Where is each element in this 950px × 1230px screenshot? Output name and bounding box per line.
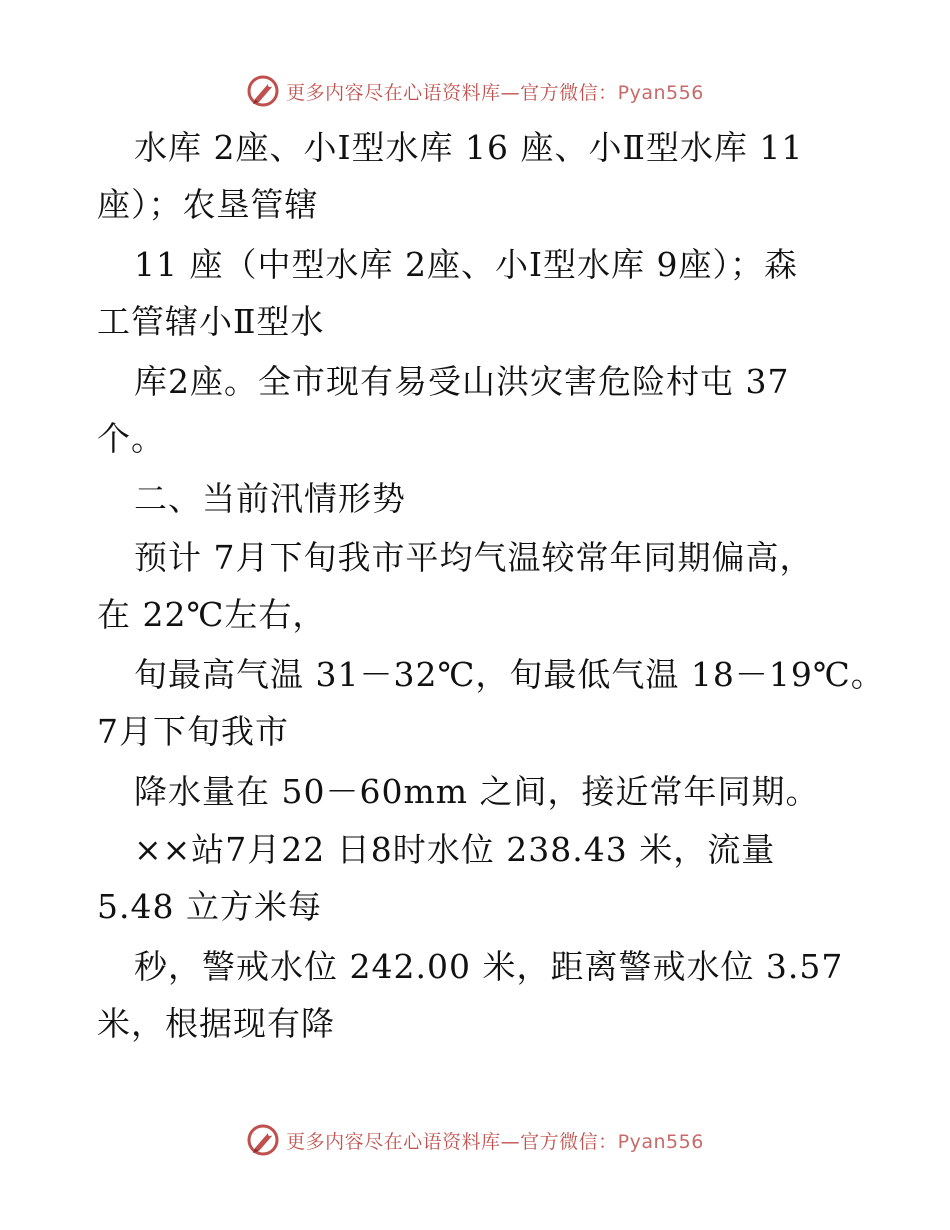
text-line: 7月下旬我市 <box>97 712 289 751</box>
text-line: 秒，警戒水位 242.00 米，距离警戒水位 3.57 <box>134 947 844 986</box>
text-line: 5.48 立方米每 <box>97 887 322 926</box>
text-line: 库2座。全市现有易受山洪灾害危险村屯 37 <box>134 362 790 401</box>
text-line: 座）；农垦管辖 <box>97 185 319 224</box>
text-line: 降水量在 50－60mm 之间，接近常年同期。 <box>134 772 820 811</box>
watermark-text <box>286 1127 704 1154</box>
text-line: 11 座（中型水库 2座、小Ⅰ型水库 9座）；森 <box>134 245 798 284</box>
watermark-id: Pyan556 <box>617 1130 704 1153</box>
watermark-label: 更多内容尽在心语资料库—官方微信： <box>286 1130 618 1153</box>
text-line: 米，根据现有降 <box>97 1004 335 1043</box>
watermark-id: Pyan556 <box>617 81 704 104</box>
text-line: ××站7月22 日8时水位 238.43 米，流量 <box>134 830 776 869</box>
text-line: 个。 <box>97 419 165 458</box>
section-heading: 二、当前汛情形势 <box>134 479 406 518</box>
watermark-label: 更多内容尽在心语资料库—官方微信： <box>286 81 618 104</box>
watermark-text <box>286 78 704 105</box>
pen-logo-icon <box>246 1123 280 1157</box>
pen-logo-icon <box>246 74 280 108</box>
header-watermark <box>0 71 950 111</box>
text-line: 预计 7月下旬我市平均气温较常年同期偏高， <box>134 538 814 577</box>
text-line: 工管辖小Ⅱ型水 <box>97 302 325 341</box>
text-line: 旬最高气温 31－32℃，旬最低气温 18－19℃。 <box>134 655 885 694</box>
text-line: 在 22℃左右， <box>97 595 327 634</box>
text-line: 水库 2座、小Ⅰ型水库 16 座、小Ⅱ型水库 11 <box>134 128 804 167</box>
footer-watermark <box>0 1120 950 1160</box>
